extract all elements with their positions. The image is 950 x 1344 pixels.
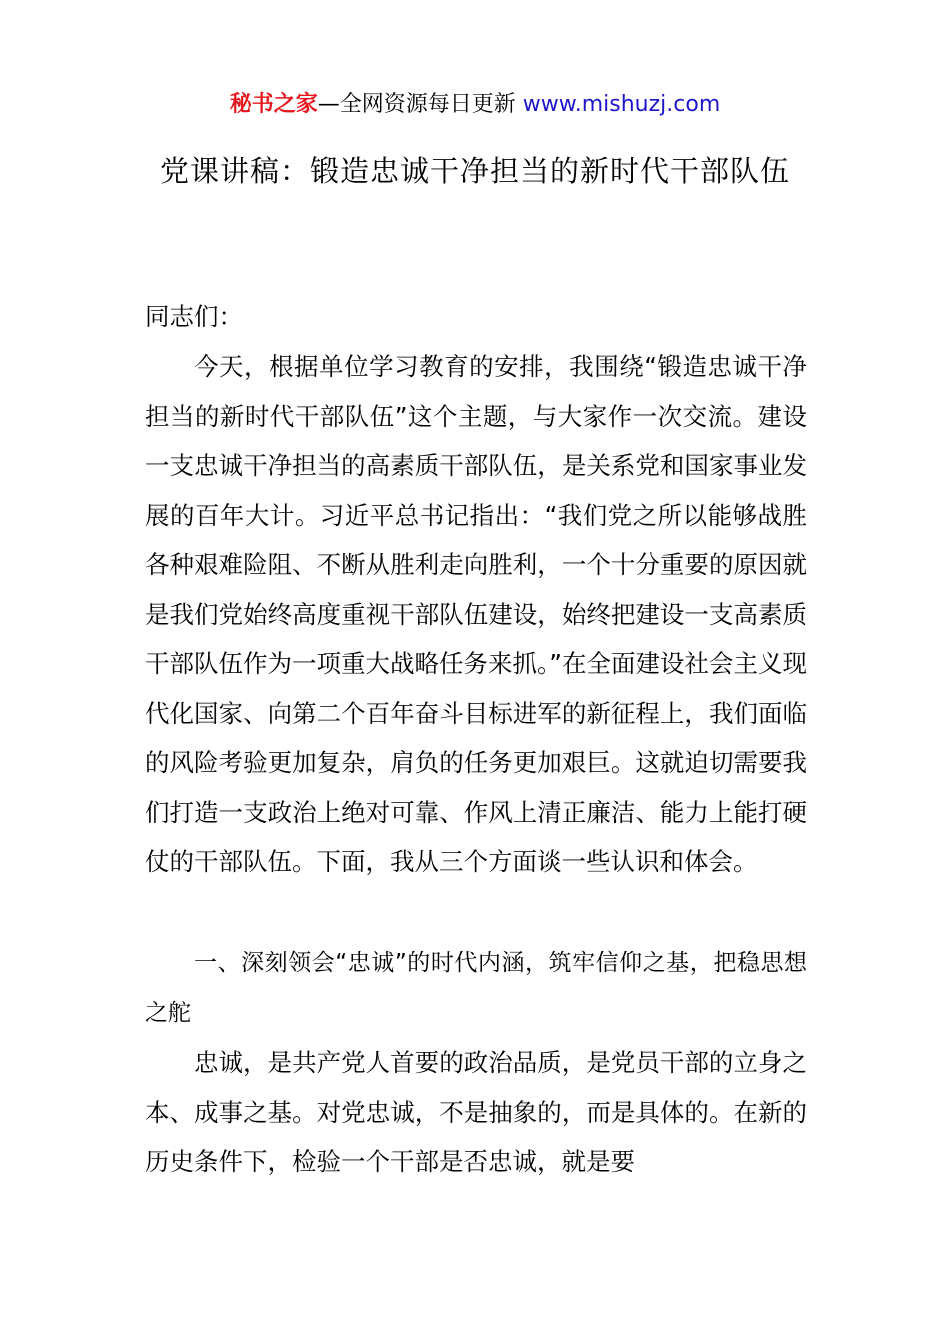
paragraph-loyalty: 忠诚，是共产党人首要的政治品质，是党员干部的立身之本、成事之基。对党忠诚，不是抽象的，而是具体的。在新的历史条件下，检验一个干部是否忠诚，就是要 bbox=[145, 1048, 807, 1176]
site-header bbox=[0, 88, 950, 122]
section-heading-1: 一、深刻领会“忠诚”的时代内涵，筑牢信仰之基，把稳思想之舵 bbox=[145, 950, 807, 1026]
header-tagline: —全网资源每日更新 bbox=[317, 92, 516, 117]
brand-name: 秘书之家 bbox=[229, 92, 318, 117]
paragraph-intro: 今天，根据单位学习教育的安排，我围绕“锻造忠诚干净担当的新时代干部队伍”这个主题，与大家作一次交流。建设一支忠诚干净担当的高素质干部队伍，是关系党和国家事业发展的百年大计。习近平总书记指出：“我们党之所以能够战胜各种艰难险阻、不断从胜利走向胜利，一个十分重要的原因就是我们党始终高度重视干部队伍建设，始终把建设一支高素质干部队伍作为一项重大战略任务来抓。”在全面建设社会主义现代化国家、向第二个百年奋斗目标进军的新征程上，我们面临的风险考验更加复杂，肩负的任务更加艰巨。这就迫切需要我们打造一支政治上绝对可靠、作风上清正廉洁、能力上能打硬仗的干部队伍。下面，我从三个方面谈一些认识和体会。 bbox=[145, 352, 807, 876]
document-title: 党课讲稿：锻造忠诚干净担当的新时代干部队伍 bbox=[159, 154, 790, 188]
salutation: 同志们： bbox=[145, 302, 243, 331]
site-url-link[interactable]: www.mishuzj.com bbox=[522, 92, 721, 117]
